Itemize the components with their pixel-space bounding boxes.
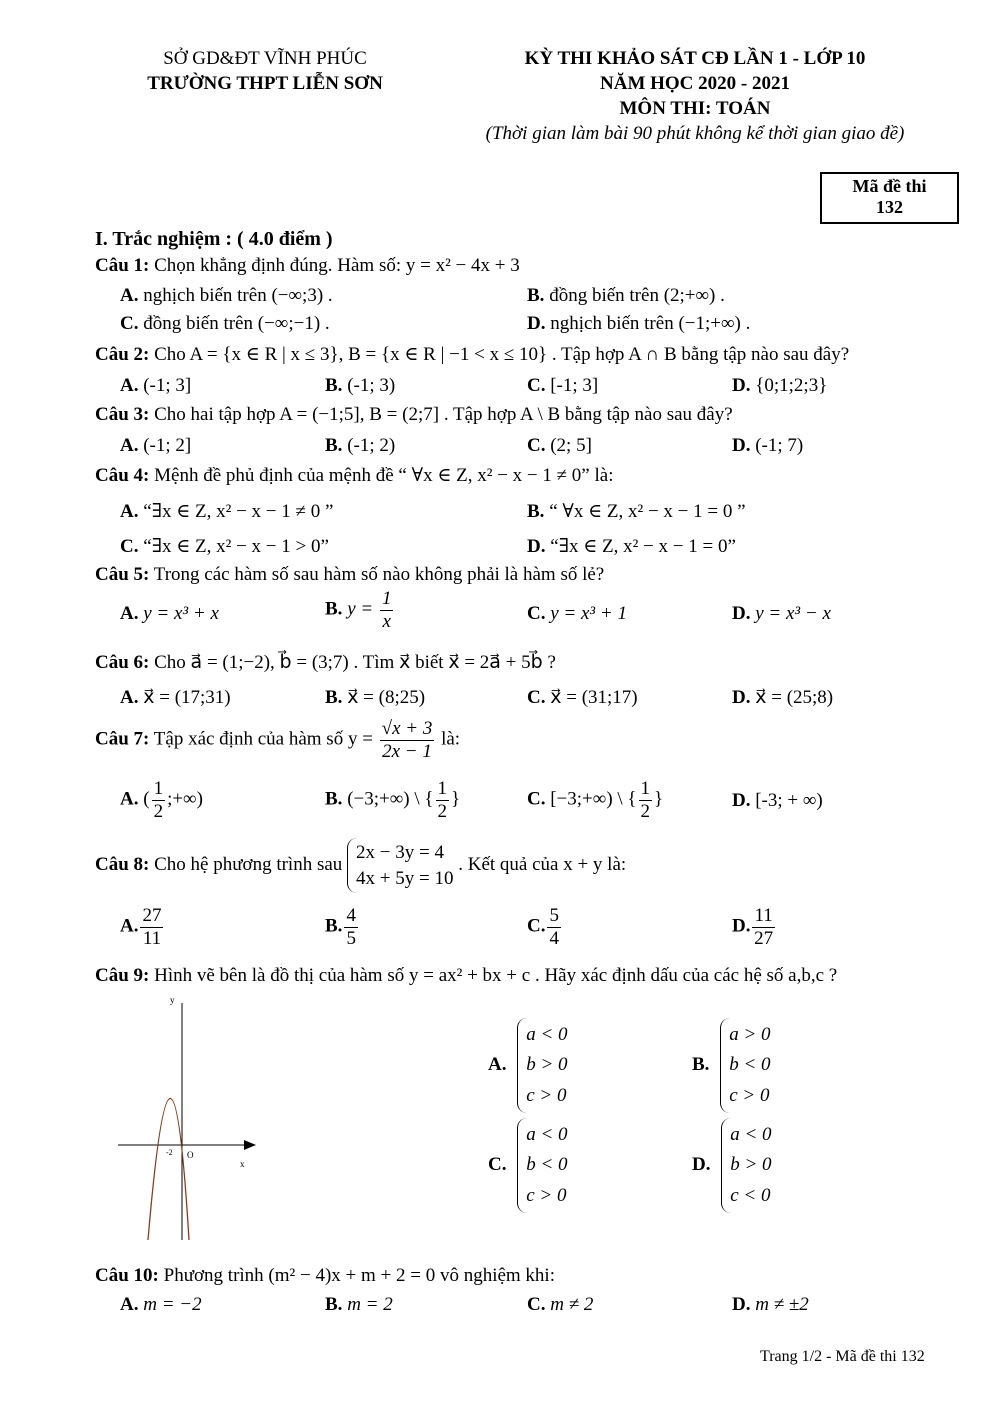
option-label: D. [732, 687, 751, 708]
option-text-end: } [654, 788, 664, 810]
option-label: B. [325, 375, 343, 396]
option-text: “∃x ∈ Z, x² − x − 1 ≠ 0 ” [138, 501, 334, 522]
question-text: Mệnh đề phủ định của mệnh đề “ ∀x ∈ Z, x² − x − 1 ≠ 0” là: [149, 465, 614, 486]
option-text-end: ;+∞) [167, 788, 203, 810]
q1-option-c[interactable] [120, 313, 330, 335]
question-4 [95, 464, 613, 487]
school-year: NĂM HỌC 2020 - 2021 [600, 73, 790, 94]
denominator: 11 [142, 927, 162, 949]
option-label: D. [692, 1153, 711, 1175]
numerator: 4 [346, 905, 356, 926]
q8-option-a[interactable] [120, 905, 165, 950]
q6-option-b[interactable] [325, 686, 425, 709]
option-label: A. [120, 435, 139, 456]
question-text: Chọn khẳng định đúng. Hàm số: y = x² − 4x + 3 [149, 255, 520, 276]
option-text: (-1; 2) [342, 435, 396, 456]
option-text: (−3;+∞) \ { [342, 788, 434, 810]
question-text: Cho a⃗ = (1;−2), b⃗ = (3;7) . Tìm x⃗ biết x⃗ = 2a⃗ + 5b⃗ ? [149, 652, 556, 673]
option-text: {0;1;2;3} [750, 375, 828, 396]
option-label: C. [527, 788, 546, 810]
question-label: Câu 3: [95, 404, 150, 425]
denominator: 2 [437, 800, 447, 822]
sign-system [517, 1018, 567, 1113]
option-label: D. [732, 435, 751, 456]
option-text: m ≠ ±2 [750, 1294, 809, 1315]
q2-option-a[interactable] [120, 375, 191, 397]
sign-a: a < 0 [526, 1124, 568, 1145]
option-label: B. [325, 598, 343, 620]
q9-option-d[interactable] [692, 1118, 772, 1213]
option-label: B. [325, 1294, 343, 1315]
q9-option-b[interactable] [692, 1018, 771, 1113]
option-label: A. [120, 375, 139, 396]
question-1 [95, 255, 520, 277]
question-text: Tập xác định của hàm số y = [149, 728, 378, 750]
q9-option-c[interactable] [488, 1118, 568, 1213]
q7-option-d[interactable] [732, 790, 823, 812]
denominator: 27 [754, 927, 774, 949]
option-label: B. [325, 915, 343, 937]
option-label: C. [488, 1153, 507, 1175]
option-text: đồng biến trên (2;+∞) . [544, 285, 725, 306]
question-8 [95, 838, 626, 893]
q3-option-c[interactable] [527, 435, 592, 457]
option-text-end: } [451, 788, 461, 810]
numerator: 5 [549, 905, 559, 926]
option-text: [−3;+∞) \ { [545, 788, 637, 810]
option-label: A. [120, 788, 139, 810]
exam-code-box [820, 172, 959, 224]
q1-option-d[interactable] [527, 313, 750, 335]
q5-option-d[interactable] [732, 603, 831, 625]
option-label: D. [527, 536, 546, 557]
denominator: 2x − 1 [382, 740, 432, 762]
denominator: x [382, 610, 391, 632]
option-text: y = x³ − x [750, 603, 831, 624]
option-text: “∃x ∈ Z, x² − x − 1 > 0” [138, 536, 329, 557]
fraction [344, 905, 358, 950]
question-label: Câu 5: [95, 564, 150, 585]
exam-title: KỲ THI KHẢO SÁT CĐ LẦN 1 - LỚP 10 [524, 48, 866, 69]
q10-option-c[interactable] [527, 1294, 593, 1316]
fraction [380, 718, 435, 763]
option-label: C. [527, 435, 546, 456]
option-text: “ ∀x ∈ Z, x² − x − 1 = 0 ” [544, 501, 746, 522]
option-label: D. [732, 375, 751, 396]
option-label: D. [732, 790, 751, 811]
option-text: [-1; 3] [545, 375, 599, 396]
sign-c: c > 0 [526, 1184, 567, 1206]
option-label: C. [527, 687, 546, 708]
question-6 [95, 651, 556, 674]
sign-system [517, 1118, 567, 1213]
y-axis-label: y [170, 995, 175, 1005]
sign-b: b > 0 [730, 1154, 772, 1176]
option-label: A. [120, 603, 139, 624]
question-label: Câu 7: [95, 728, 150, 750]
option-label: A. [120, 285, 139, 306]
page-footer: Trang 1/2 - Mã đề thi 132 [760, 1348, 925, 1365]
school-department: SỞ GD&ĐT VĨNH PHÚC [163, 48, 367, 69]
question-label: Câu 2: [95, 344, 150, 365]
option-label: C. [120, 536, 139, 557]
question-text-end: là: [436, 728, 461, 750]
q3-option-a[interactable] [120, 435, 191, 457]
q4-option-a[interactable] [120, 500, 333, 523]
q8-option-b[interactable] [325, 905, 360, 950]
option-text: y = x³ + x [138, 603, 219, 624]
question-label: Câu 6: [95, 652, 150, 673]
question-text: Cho hai tập hợp A = (−1;5], B = (2;7] . Tập hợp A \ B bằng tập nào sau đây? [149, 404, 733, 425]
parabola-graph [110, 995, 270, 1245]
fraction [436, 778, 450, 823]
numerator: 11 [754, 905, 773, 926]
question-text-end: . Kết quả của x + y là: [453, 854, 627, 875]
denominator: 5 [346, 927, 356, 949]
sign-system [720, 1018, 770, 1113]
question-5 [95, 564, 604, 586]
numerator: 1 [153, 778, 164, 799]
option-label: D. [732, 915, 751, 937]
question-9 [95, 965, 837, 987]
numerator: 1 [381, 588, 392, 609]
option-text: nghịch biến trên (−1;+∞) . [545, 313, 751, 334]
q7-option-b[interactable] [325, 778, 460, 823]
option-text: m = −2 [138, 1294, 202, 1315]
q6-option-a[interactable] [120, 686, 231, 709]
q9-option-a[interactable] [488, 1018, 568, 1113]
equation-1: 2x − 3y = 4 [356, 842, 444, 863]
parabola-curve [148, 1099, 189, 1241]
question-text: Phương trình (m² − 4)x + m + 2 = 0 vô nghiệm khi: [158, 1265, 555, 1286]
fraction [547, 905, 561, 950]
option-text: y = x³ + 1 [545, 603, 627, 624]
fraction [752, 905, 774, 950]
question-label: Câu 9: [95, 965, 150, 986]
tick-label: -2 [166, 1148, 173, 1157]
equation-system [347, 838, 453, 893]
equation-2: 4x + 5y = 10 [356, 867, 454, 889]
q10-option-b[interactable] [325, 1294, 393, 1316]
option-text: x⃗ = (17;31) [138, 687, 231, 708]
question-7 [95, 718, 460, 763]
q6-option-d[interactable] [732, 686, 833, 709]
question-label: Câu 4: [95, 465, 150, 486]
question-3 [95, 404, 733, 426]
sign-a: a < 0 [526, 1024, 568, 1045]
question-label: Câu 10: [95, 1265, 159, 1286]
q2-option-b[interactable] [325, 375, 395, 397]
sign-a: a > 0 [729, 1024, 771, 1045]
origin-label: O [187, 1150, 194, 1160]
exam-code-label: Mã đề thi [852, 176, 927, 196]
q2-option-c[interactable] [527, 375, 598, 397]
option-label: B. [325, 435, 343, 456]
numerator: 1 [437, 778, 447, 799]
numerator: 27 [142, 905, 162, 926]
option-text: x⃗ = (31;17) [545, 687, 638, 708]
q2-option-d[interactable] [732, 375, 827, 397]
option-label: C. [527, 603, 546, 624]
time-note: (Thời gian làm bài 90 phút không kể thời gian giao đề) [485, 123, 905, 144]
q1-option-a[interactable] [120, 285, 333, 307]
question-text: Cho A = {x ∈ R | x ≤ 3}, B = {x ∈ R | −1 < x ≤ 10} . Tập hợp A ∩ B bằng tập nào sau đây? [149, 344, 850, 365]
q6-option-c[interactable] [527, 686, 638, 709]
q10-option-a[interactable] [120, 1294, 202, 1316]
option-label: B. [325, 788, 343, 810]
option-text: (-1; 2] [138, 435, 192, 456]
option-label: C. [527, 915, 546, 937]
option-text: (-1; 3) [342, 375, 396, 396]
numerator: 1 [640, 778, 651, 799]
school-name: TRƯỜNG THPT LIỄN SƠN [147, 73, 383, 94]
option-text: (-1; 7) [750, 435, 804, 456]
question-text: Cho hệ phương trình sau [149, 854, 348, 875]
option-label: C. [527, 375, 546, 396]
option-text: nghịch biến trên (−∞;3) . [138, 285, 333, 306]
question-2 [95, 343, 849, 366]
option-label: A. [120, 501, 139, 522]
option-text: (-1; 3] [138, 375, 192, 396]
sign-b: b < 0 [729, 1054, 771, 1076]
q7-option-a[interactable] [120, 778, 203, 823]
q10-option-d[interactable] [732, 1294, 809, 1316]
option-text: m = 2 [342, 1294, 393, 1315]
denominator: 2 [640, 800, 651, 822]
option-label: C. [120, 313, 139, 334]
option-label: D. [527, 313, 546, 334]
sign-a: a < 0 [730, 1124, 772, 1145]
fraction [152, 778, 166, 823]
option-text: x⃗ = (25;8) [750, 687, 834, 708]
option-label: D. [732, 603, 751, 624]
question-text: Trong các hàm số sau hàm số nào không phải là hàm số lẻ? [149, 564, 605, 585]
sign-c: c > 0 [526, 1084, 567, 1106]
option-label: B. [325, 687, 343, 708]
question-text: Hình vẽ bên là đồ thị của hàm số y = ax² + bx + c . Hãy xác định dấu của các hệ số a,b,c ? [149, 965, 838, 986]
option-label: A. [120, 1294, 139, 1315]
option-label: B. [527, 501, 545, 522]
option-text: x⃗ = (8;25) [342, 687, 426, 708]
option-label: B. [527, 285, 545, 306]
q3-option-b[interactable] [325, 435, 395, 457]
x-axis-arrow [244, 1140, 256, 1150]
option-label: A. [488, 1053, 507, 1075]
x-axis-label: x [240, 1159, 245, 1169]
question-label: Câu 1: [95, 255, 150, 276]
fraction [639, 778, 653, 823]
option-text: ( [138, 788, 150, 810]
q4-option-d[interactable] [527, 535, 736, 558]
sign-b: b < 0 [526, 1154, 568, 1176]
q8-option-d[interactable] [732, 905, 777, 950]
option-label: D. [732, 1294, 751, 1315]
subject: MÔN THI: TOÁN [619, 98, 771, 119]
q7-option-c[interactable] [527, 778, 663, 823]
q4-option-b[interactable] [527, 500, 746, 523]
section-title: I. Trắc nghiệm : ( 4.0 điểm ) [95, 228, 333, 250]
q3-option-d[interactable] [732, 435, 803, 457]
option-label: C. [527, 1294, 546, 1315]
option-text: m ≠ 2 [545, 1294, 594, 1315]
option-label: A. [120, 687, 139, 708]
numerator: √x + 3 [381, 718, 433, 739]
option-label: B. [692, 1053, 710, 1075]
question-10 [95, 1265, 555, 1287]
sign-c: c > 0 [729, 1084, 770, 1106]
question-label: Câu 8: [95, 854, 150, 875]
option-text: (2; 5] [545, 435, 592, 456]
q5-option-c[interactable] [527, 603, 627, 625]
q5-option-a[interactable] [120, 603, 219, 625]
sign-b: b > 0 [526, 1054, 568, 1076]
q4-option-c[interactable] [120, 535, 329, 558]
fraction [380, 588, 394, 633]
q1-option-b[interactable] [527, 285, 725, 307]
option-text: [-3; + ∞) [750, 790, 823, 811]
sign-system [721, 1118, 771, 1213]
denominator: 2 [153, 800, 164, 822]
q8-option-c[interactable] [527, 905, 563, 950]
fraction [140, 905, 163, 950]
option-text: đồng biến trên (−∞;−1) . [138, 313, 330, 334]
exam-code-value: 132 [876, 197, 903, 217]
option-text: “∃x ∈ Z, x² − x − 1 = 0” [545, 536, 736, 557]
option-label: A. [120, 915, 139, 937]
denominator: 4 [549, 927, 559, 949]
option-text: y = [342, 598, 378, 620]
q5-option-b[interactable] [325, 588, 395, 633]
sign-c: c < 0 [730, 1184, 771, 1206]
